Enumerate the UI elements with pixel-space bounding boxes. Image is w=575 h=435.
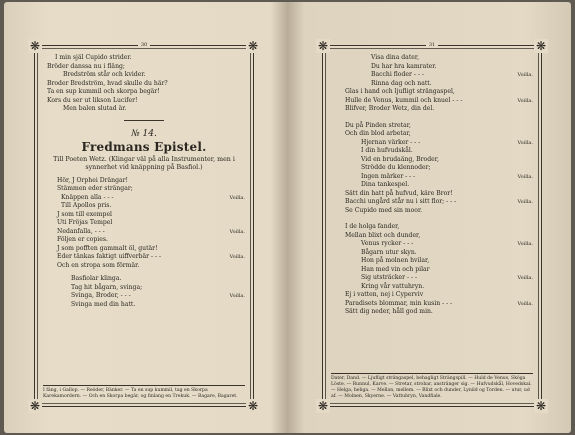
verse-text: Och din blod arbetar,	[345, 130, 411, 137]
verse-line	[43, 71, 245, 80]
verse-text: Knäppen alla - - -	[61, 193, 114, 201]
verse-line	[331, 156, 533, 165]
verse-line	[43, 219, 245, 228]
verse-text: Mellan blixt och dunder,	[345, 231, 421, 239]
verse-line	[331, 274, 533, 283]
verse-text: Bågarn utur skyn.	[361, 248, 417, 256]
verse-line	[331, 63, 533, 72]
verse-text: Följen er copies.	[57, 236, 108, 244]
verse-text: Och en stropa som förmär.	[57, 261, 140, 269]
verse-text: Ta en sup kummil och skorpa begär!	[47, 88, 160, 95]
verse-text: Hjernan värker - - -	[361, 138, 421, 146]
verse-text: Rinna dag och natt.	[371, 79, 432, 87]
verse-line	[331, 291, 533, 300]
verse-line	[331, 147, 533, 156]
verse-line	[331, 283, 533, 292]
voilla-marker: Voilla.	[229, 194, 245, 201]
verse-text: Svinga, Broder, - - -	[71, 292, 131, 300]
verse-line	[43, 245, 245, 254]
verse-line	[43, 88, 245, 97]
voilla-marker: Voilla.	[517, 72, 533, 78]
verse-line	[43, 177, 245, 186]
verse-line	[331, 139, 533, 148]
verse-line	[43, 80, 245, 89]
verse-text: I din hufvudskål.	[361, 147, 413, 154]
verse-line	[43, 262, 245, 271]
verse-line	[331, 54, 533, 63]
page-number: 30	[35, 42, 253, 48]
verse-text: Sig utsträcker - - -	[361, 274, 418, 281]
verse-text: Bacchi floder - - -	[371, 71, 424, 78]
verse-text: Tag hit bågarn, svinga;	[71, 283, 143, 291]
verse-line	[331, 71, 533, 80]
verse-line	[331, 240, 533, 249]
footnote: I fäng, i Gallop. — Reöder, Bänker. — Ta en sup kummil, tag en Skorpa Karekamordern. — Och en Skorpa begär, og finlang en Trekuk. — Bagare, Bagaret.	[43, 385, 245, 400]
verse-line	[43, 105, 245, 114]
verse-text: Du har hra kamrater.	[371, 62, 437, 70]
verse-line	[331, 232, 533, 241]
verse-text: J som pofften gammalt öl, gutär!	[57, 244, 158, 252]
book-spread	[4, 2, 571, 433]
verse-line	[331, 198, 533, 207]
verse-text: Han med vin och pilar	[361, 265, 430, 273]
verse-line	[331, 130, 533, 139]
verse-line	[331, 105, 533, 114]
voilla-marker: Voilla.	[229, 228, 245, 235]
verse-line	[43, 97, 245, 106]
epistle-subtitle: Till Poeten Wetz. (Klingar väl på alla Instrumenter, men i synnerhet vid knäppning på Basfiol.)	[53, 155, 235, 172]
verse-line	[331, 257, 533, 266]
page-number: 31	[323, 42, 541, 48]
verse-line	[331, 308, 533, 317]
verse-block	[43, 54, 245, 114]
verse-text: Blifver, Broder Wetz, din del.	[345, 105, 435, 112]
verse-text: Du på Pinden stretar,	[345, 121, 411, 129]
verse-text: Paradisets blommar, min kusin - - -	[345, 299, 453, 307]
corner-ornament-icon: ❋	[29, 399, 41, 413]
verse-text: Bacchi ungård står nu i sitt flor; - - -	[345, 198, 457, 205]
epistle-number: № 14.	[131, 128, 157, 139]
corner-ornament-icon: ❋	[247, 39, 259, 53]
verse-line	[43, 301, 245, 310]
verse-text: Men balen slutad är.	[63, 105, 127, 112]
verse-text: I de holga fander,	[345, 223, 400, 230]
verse-text: Visa dina dater,	[371, 54, 420, 61]
verse-line	[43, 292, 245, 301]
verse-text: Venus rycker - - -	[361, 240, 414, 247]
voilla-marker: Voilla.	[229, 254, 245, 261]
verse-text: I min själ Cupido strider.	[55, 54, 132, 61]
verse-line	[43, 284, 245, 293]
verse-text: Stämmen eder strängar;	[57, 185, 133, 193]
verse-text: Nedanfalla, - - -	[57, 227, 105, 235]
voilla-marker: Voilla.	[229, 293, 245, 300]
voilla-marker: Voilla.	[517, 241, 533, 247]
verse-line	[43, 202, 245, 211]
verse-line	[331, 88, 533, 97]
verse-line	[331, 207, 533, 216]
verse-line	[331, 122, 533, 131]
verse-text: Bredström står och kvider.	[63, 71, 146, 78]
verse-text: Sätt dig neder, håll god min.	[345, 308, 433, 315]
verse-line	[331, 190, 533, 199]
verse-line	[43, 275, 245, 284]
verse-line	[43, 185, 245, 194]
verse-text: Kring vår vattuhryn.	[361, 282, 425, 290]
left-page-frame	[29, 39, 259, 413]
verse-text: Basfiolar klinga.	[71, 275, 122, 283]
voilla-marker: Voilla.	[517, 139, 533, 146]
corner-ornament-icon: ❋	[247, 399, 259, 413]
verse-line	[43, 236, 245, 245]
verse-text: Hon på molnen hvilar,	[361, 257, 430, 264]
verse-text: J som till exempel	[57, 210, 113, 218]
voilla-marker: Voilla.	[517, 173, 533, 180]
verse-line	[331, 80, 533, 89]
verse-line	[331, 223, 533, 232]
corner-ornament-icon: ❋	[29, 39, 41, 53]
verse-text: Vid en brudaäng, Broder,	[361, 155, 439, 163]
verse-line	[331, 249, 533, 258]
verse-text: Eder tänkas faktigt uiffverbär - - -	[57, 253, 162, 261]
corner-ornament-icon: ❋	[317, 399, 329, 413]
verse-line	[331, 173, 533, 182]
corner-ornament-icon: ❋	[535, 39, 547, 53]
verse-line	[43, 211, 245, 220]
right-page	[291, 2, 571, 433]
voilla-marker: Voilla.	[517, 97, 533, 104]
verse-block	[331, 223, 533, 317]
voilla-marker: Voilla.	[517, 199, 533, 205]
verse-line	[43, 54, 245, 63]
verse-text: Hulle de Venus, kummil och knuel - - -	[345, 96, 463, 104]
verse-line	[331, 266, 533, 275]
verse-text: Ej i vatten, nej i Cyperviv	[345, 291, 424, 298]
verse-text: Strödde du klennoder;	[361, 164, 431, 171]
verse-line	[43, 253, 245, 262]
verse-text: Hör, J Orphei Drängar!	[57, 176, 128, 184]
footnote: Dater, Dand. — Ljufligt strängaspel, behagligt Strängspill. — Huld de Venus, Sköga Löste. — Runnul, Karve. — Stretar, strobar, anstränger sig. — Hufvudskål, Hovedskal. — Helga, heliga. — Mellan, mellem. — Blixt och dunder, Lynild og Torden. — utur, ud af. — Molnen, Skyerne. — Vattubryn, Vandfiale.	[331, 373, 533, 400]
voilla-marker: Voilla.	[517, 275, 533, 281]
corner-ornament-icon: ❋	[535, 399, 547, 413]
verse-line	[43, 228, 245, 237]
voilla-marker: Voilla.	[517, 300, 533, 307]
verse-line	[43, 194, 245, 203]
left-page	[4, 2, 286, 433]
verse-text: Dina tankespel.	[361, 181, 410, 188]
verse-line	[331, 300, 533, 309]
verse-text: Svinga med din hatt.	[71, 300, 136, 308]
verse-text: Broder Bredström, hvad skulle du här?	[47, 79, 168, 87]
verse-line	[331, 181, 533, 190]
verse-block	[43, 177, 245, 310]
verse-block	[331, 54, 533, 114]
divider	[124, 120, 164, 121]
verse-line	[43, 63, 245, 72]
verse-text: Kors du ser ut likson Lucifer!	[47, 96, 138, 104]
verse-text: Ingen märker - - -	[361, 172, 416, 180]
verse-line	[331, 97, 533, 106]
epistle-title: Fredmans Epistel.	[81, 139, 207, 154]
verse-text: Till Apollos pris.	[61, 202, 112, 210]
verse-text: Glas i hand och ljufligt strängaspel,	[345, 88, 455, 95]
corner-ornament-icon: ❋	[317, 39, 329, 53]
verse-text: Sätt din hatt på hufvud, käre Bror!	[345, 189, 453, 197]
verse-text: Uti Fröjas Tempel	[57, 219, 113, 227]
verse-text: Se Cupido med sin moor.	[345, 206, 423, 214]
right-page-frame	[317, 39, 547, 413]
verse-line	[331, 164, 533, 173]
verse-text: Bröder danssa nu i fläng;	[47, 62, 125, 70]
verse-block	[331, 122, 533, 216]
